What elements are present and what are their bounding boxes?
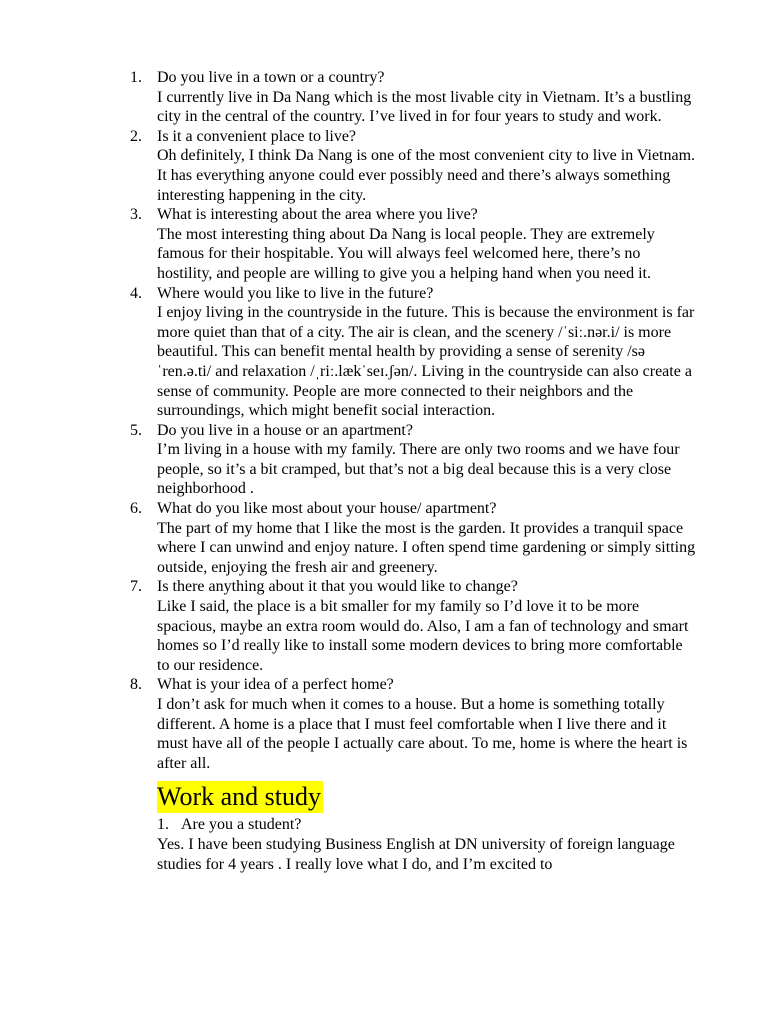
question-text: What is your idea of a perfect home? (157, 676, 394, 694)
answer-text: Like I said, the place is a bit smaller for my family so I’d love it to be more spacious, maybe an extra room would do. Also, I am a fan of technology and smart homes so I’d really like to install some modern devices to bring more comfortable to our residence. (157, 598, 689, 674)
answer-text: I’m living in a house with my family. There are only two rooms and we have four people, so it’s a bit cramped, but that’s not a big deal because this is a very close neighborhood . (157, 441, 680, 498)
item-number: 8. (130, 676, 142, 694)
qa-item-8 (130, 675, 697, 773)
answer-text: The most interesting thing about Da Nang is local people. They are extremely famous for their hospitable. You will always feel welcomed here, there’s no hostility, and people are willing to give you a helping hand when you need it. (157, 225, 655, 282)
qa-item-2 (130, 127, 697, 205)
answer-text: I don’t ask for much when it comes to a house. But a home is something totally different. A home is a place that I must feel comfortable when I live there and it must have all of the people I actually care about. To me, home is where the heart is after all. (157, 696, 688, 772)
item-number: 4. (130, 284, 142, 302)
item-number: 1. (130, 69, 142, 86)
qa-list (130, 68, 697, 874)
work-study-section (157, 773, 697, 874)
question-text: What is interesting about the area where you live? (157, 206, 478, 224)
item-number: 5. (130, 421, 142, 439)
item-number: 6. (130, 500, 142, 518)
section-heading: Work and study (157, 782, 321, 812)
qa-item-5 (130, 421, 697, 499)
qa-item-1 (130, 68, 697, 127)
answer-text: I currently live in Da Nang which is the most livable city in Vietnam. It’s a bustling city in the central of the country. I’ve lived in for four years to study and work. (157, 88, 692, 126)
item-number: 3. (130, 206, 142, 224)
question-line (157, 815, 697, 835)
question-text: Do you live in a house or an apartment? (157, 421, 413, 439)
answer-text: Yes. I have been studying Business English at DN university of foreign language studies for 4 years . I really love what I do, and I’m excited to (157, 835, 675, 873)
qa-item-4 (130, 284, 697, 421)
item-number: 2. (130, 127, 142, 145)
question-text: Where would you like to live in the future? (157, 284, 434, 302)
work-study-list (157, 815, 697, 874)
question-text: Are you a student? (181, 816, 302, 834)
question-text: Do you live in a town or a country? (157, 69, 385, 86)
question-text: What do you like most about your house/ apartment? (157, 500, 497, 518)
question-text: Is there anything about it that you would like to change? (157, 578, 518, 596)
work-study-item-1 (157, 815, 697, 874)
answer-text: Oh definitely, I think Da Nang is one of the most convenient city to live in Vietnam. It has everything anyone could ever possibly need and there’s always something interesting happening in the city. (157, 147, 696, 204)
qa-item-7 (130, 577, 697, 675)
qa-item-3 (130, 205, 697, 283)
answer-text: The part of my home that I like the most is the garden. It provides a tranquil space where I can unwind and enjoy nature. I often spend time gardening or simply sitting outside, enjoying the fresh air and greenery. (157, 519, 696, 576)
answer-text: I enjoy living in the countryside in the future. This is because the environment is far more quiet than that of a city. The air is clean, and the scenery /ˈsiː.nər.i/ is more beautiful. This can benefit mental health by providing a sense of serenity /səˈren.ə.ti/ and relaxation /ˌriː.lækˈseɪ.ʃən/. Living in the countryside can also create a sense of community. People are more connected to their neighbors and the surroundings, which might benefit social interaction. (157, 304, 695, 420)
item-number: 1. (157, 816, 169, 834)
item-number: 7. (130, 578, 142, 596)
question-text: Is it a convenient place to live? (157, 127, 357, 145)
qa-item-6 (130, 499, 697, 577)
